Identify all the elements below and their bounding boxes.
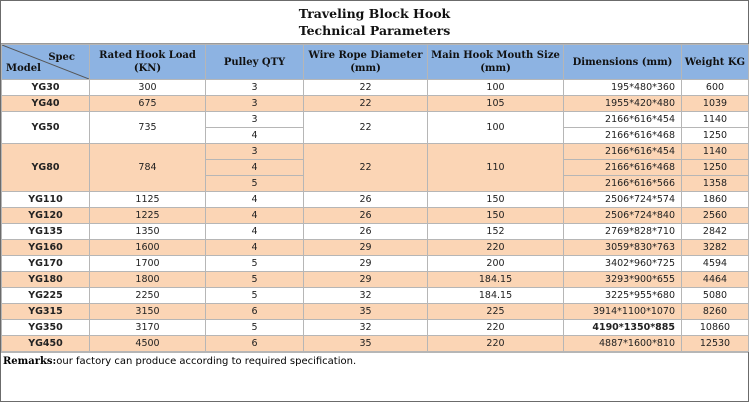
dimensions-header: Dimensions (mm)	[564, 45, 682, 80]
pulley-cell: 4	[206, 224, 304, 240]
load-cell: 784	[90, 144, 206, 192]
rope-cell: 26	[304, 224, 428, 240]
table-row	[2, 288, 749, 304]
load-cell: 1600	[90, 240, 206, 256]
dimensions-cell: 195*480*360	[564, 80, 682, 96]
model-cell: YG50	[2, 112, 90, 144]
load-cell: 1225	[90, 208, 206, 224]
dimensions-cell: 2166*616*468	[564, 128, 682, 144]
weight-cell: 1358	[682, 176, 749, 192]
weight-cell: 1250	[682, 128, 749, 144]
mouth-cell: 220	[428, 240, 564, 256]
model-cell: YG30	[2, 80, 90, 96]
dimensions-cell: 3225*955*680	[564, 288, 682, 304]
rope-cell: 22	[304, 96, 428, 112]
table-row	[2, 224, 749, 240]
pulley-cell: 5	[206, 256, 304, 272]
rope-cell: 22	[304, 144, 428, 192]
mouth-header: Main Hook Mouth Size (mm)	[428, 45, 564, 80]
weight-cell: 1860	[682, 192, 749, 208]
pulley-cell: 5	[206, 320, 304, 336]
dimensions-cell: 2166*616*454	[564, 112, 682, 128]
pulley-cell: 4	[206, 240, 304, 256]
weight-cell: 12530	[682, 336, 749, 352]
table-row	[2, 304, 749, 320]
mouth-cell: 220	[428, 336, 564, 352]
pulley-cell: 4	[206, 160, 304, 176]
mouth-cell: 150	[428, 208, 564, 224]
model-cell: YG315	[2, 304, 90, 320]
model-label: Model	[6, 63, 41, 74]
pulley-cell: 4	[206, 208, 304, 224]
load-cell: 1125	[90, 192, 206, 208]
dimensions-cell: 3059*830*763	[564, 240, 682, 256]
load-header: Rated Hook Load (KN)	[90, 45, 206, 80]
model-cell: YG120	[2, 208, 90, 224]
dimensions-cell: 2506*724*840	[564, 208, 682, 224]
dimensions-cell: 1955*420*480	[564, 96, 682, 112]
mouth-cell: 152	[428, 224, 564, 240]
mouth-cell: 184.15	[428, 272, 564, 288]
load-cell: 4500	[90, 336, 206, 352]
dimensions-cell: 3293*900*655	[564, 272, 682, 288]
table-row	[2, 208, 749, 224]
dimensions-cell: 4887*1600*810	[564, 336, 682, 352]
rope-cell: 26	[304, 192, 428, 208]
rope-cell: 26	[304, 208, 428, 224]
mouth-cell: 225	[428, 304, 564, 320]
pulley-cell: 4	[206, 128, 304, 144]
spec-label: Spec	[48, 52, 75, 63]
pulley-cell: 3	[206, 112, 304, 128]
pulley-cell: 4	[206, 192, 304, 208]
rope-cell: 32	[304, 288, 428, 304]
model-cell: YG40	[2, 96, 90, 112]
rope-cell: 32	[304, 320, 428, 336]
model-cell: YG160	[2, 240, 90, 256]
weight-cell: 1039	[682, 96, 749, 112]
table-row	[2, 240, 749, 256]
dimensions-cell: 3914*1100*1070	[564, 304, 682, 320]
model-cell: YG80	[2, 144, 90, 192]
load-cell: 1350	[90, 224, 206, 240]
pulley-cell: 6	[206, 304, 304, 320]
weight-cell: 1140	[682, 112, 749, 128]
weight-cell: 2842	[682, 224, 749, 240]
pulley-cell: 3	[206, 80, 304, 96]
rope-cell: 22	[304, 112, 428, 144]
dimensions-cell: 2166*616*454	[564, 144, 682, 160]
header-row	[2, 45, 749, 80]
weight-cell: 8260	[682, 304, 749, 320]
pulley-cell: 5	[206, 272, 304, 288]
pulley-cell: 6	[206, 336, 304, 352]
dimensions-cell: 3402*960*725	[564, 256, 682, 272]
rope-cell: 35	[304, 304, 428, 320]
model-cell: YG135	[2, 224, 90, 240]
weight-cell: 10860	[682, 320, 749, 336]
rope-cell: 22	[304, 80, 428, 96]
mouth-cell: 200	[428, 256, 564, 272]
mouth-cell: 150	[428, 192, 564, 208]
dimensions-cell: 2166*616*468	[564, 160, 682, 176]
table-row	[2, 80, 749, 96]
title-line-1: Traveling Block Hook	[298, 6, 451, 21]
dimensions-cell: 2769*828*710	[564, 224, 682, 240]
table-title	[1, 1, 748, 44]
rope-cell: 29	[304, 240, 428, 256]
table-row	[2, 320, 749, 336]
table-row	[2, 144, 749, 160]
parameters-table	[1, 44, 749, 352]
pulley-cell: 3	[206, 96, 304, 112]
weight-cell: 1250	[682, 160, 749, 176]
dimensions-cell: 4190*1350*885	[564, 320, 682, 336]
pulley-header: Pulley QTY	[206, 45, 304, 80]
load-cell: 735	[90, 112, 206, 144]
load-cell: 1700	[90, 256, 206, 272]
mouth-cell: 220	[428, 320, 564, 336]
table-row	[2, 112, 749, 128]
mouth-cell: 100	[428, 80, 564, 96]
model-cell: YG225	[2, 288, 90, 304]
load-cell: 300	[90, 80, 206, 96]
mouth-cell: 110	[428, 144, 564, 192]
model-cell: YG180	[2, 272, 90, 288]
weight-cell: 2560	[682, 208, 749, 224]
weight-cell: 5080	[682, 288, 749, 304]
load-cell: 3150	[90, 304, 206, 320]
pulley-cell: 5	[206, 176, 304, 192]
table-row	[2, 192, 749, 208]
dimensions-cell: 2506*724*574	[564, 192, 682, 208]
load-cell: 3170	[90, 320, 206, 336]
mouth-cell: 105	[428, 96, 564, 112]
model-cell: YG450	[2, 336, 90, 352]
pulley-cell: 5	[206, 288, 304, 304]
weight-cell: 4594	[682, 256, 749, 272]
weight-cell: 1140	[682, 144, 749, 160]
remarks-label: Remarks:	[3, 356, 57, 367]
dimensions-cell: 2166*616*566	[564, 176, 682, 192]
table-row	[2, 256, 749, 272]
table-row	[2, 272, 749, 288]
load-cell: 675	[90, 96, 206, 112]
load-cell: 2250	[90, 288, 206, 304]
model-cell: YG110	[2, 192, 90, 208]
remarks-line	[1, 352, 748, 371]
mouth-cell: 100	[428, 112, 564, 144]
rope-cell: 29	[304, 256, 428, 272]
spec-model-header	[2, 45, 90, 80]
table-row	[2, 96, 749, 112]
weight-cell: 600	[682, 80, 749, 96]
model-cell: YG350	[2, 320, 90, 336]
model-cell: YG170	[2, 256, 90, 272]
rope-header: Wire Rope Diameter (mm)	[304, 45, 428, 80]
rope-cell: 29	[304, 272, 428, 288]
load-cell: 1800	[90, 272, 206, 288]
remarks-text: our factory can produce according to required specification.	[56, 356, 357, 367]
weight-cell: 3282	[682, 240, 749, 256]
rope-cell: 35	[304, 336, 428, 352]
title-line-2: Technical Parameters	[298, 23, 451, 38]
pulley-cell: 3	[206, 144, 304, 160]
table-row	[2, 336, 749, 352]
mouth-cell: 184.15	[428, 288, 564, 304]
weight-header: Weight KG	[682, 45, 749, 80]
weight-cell: 4464	[682, 272, 749, 288]
